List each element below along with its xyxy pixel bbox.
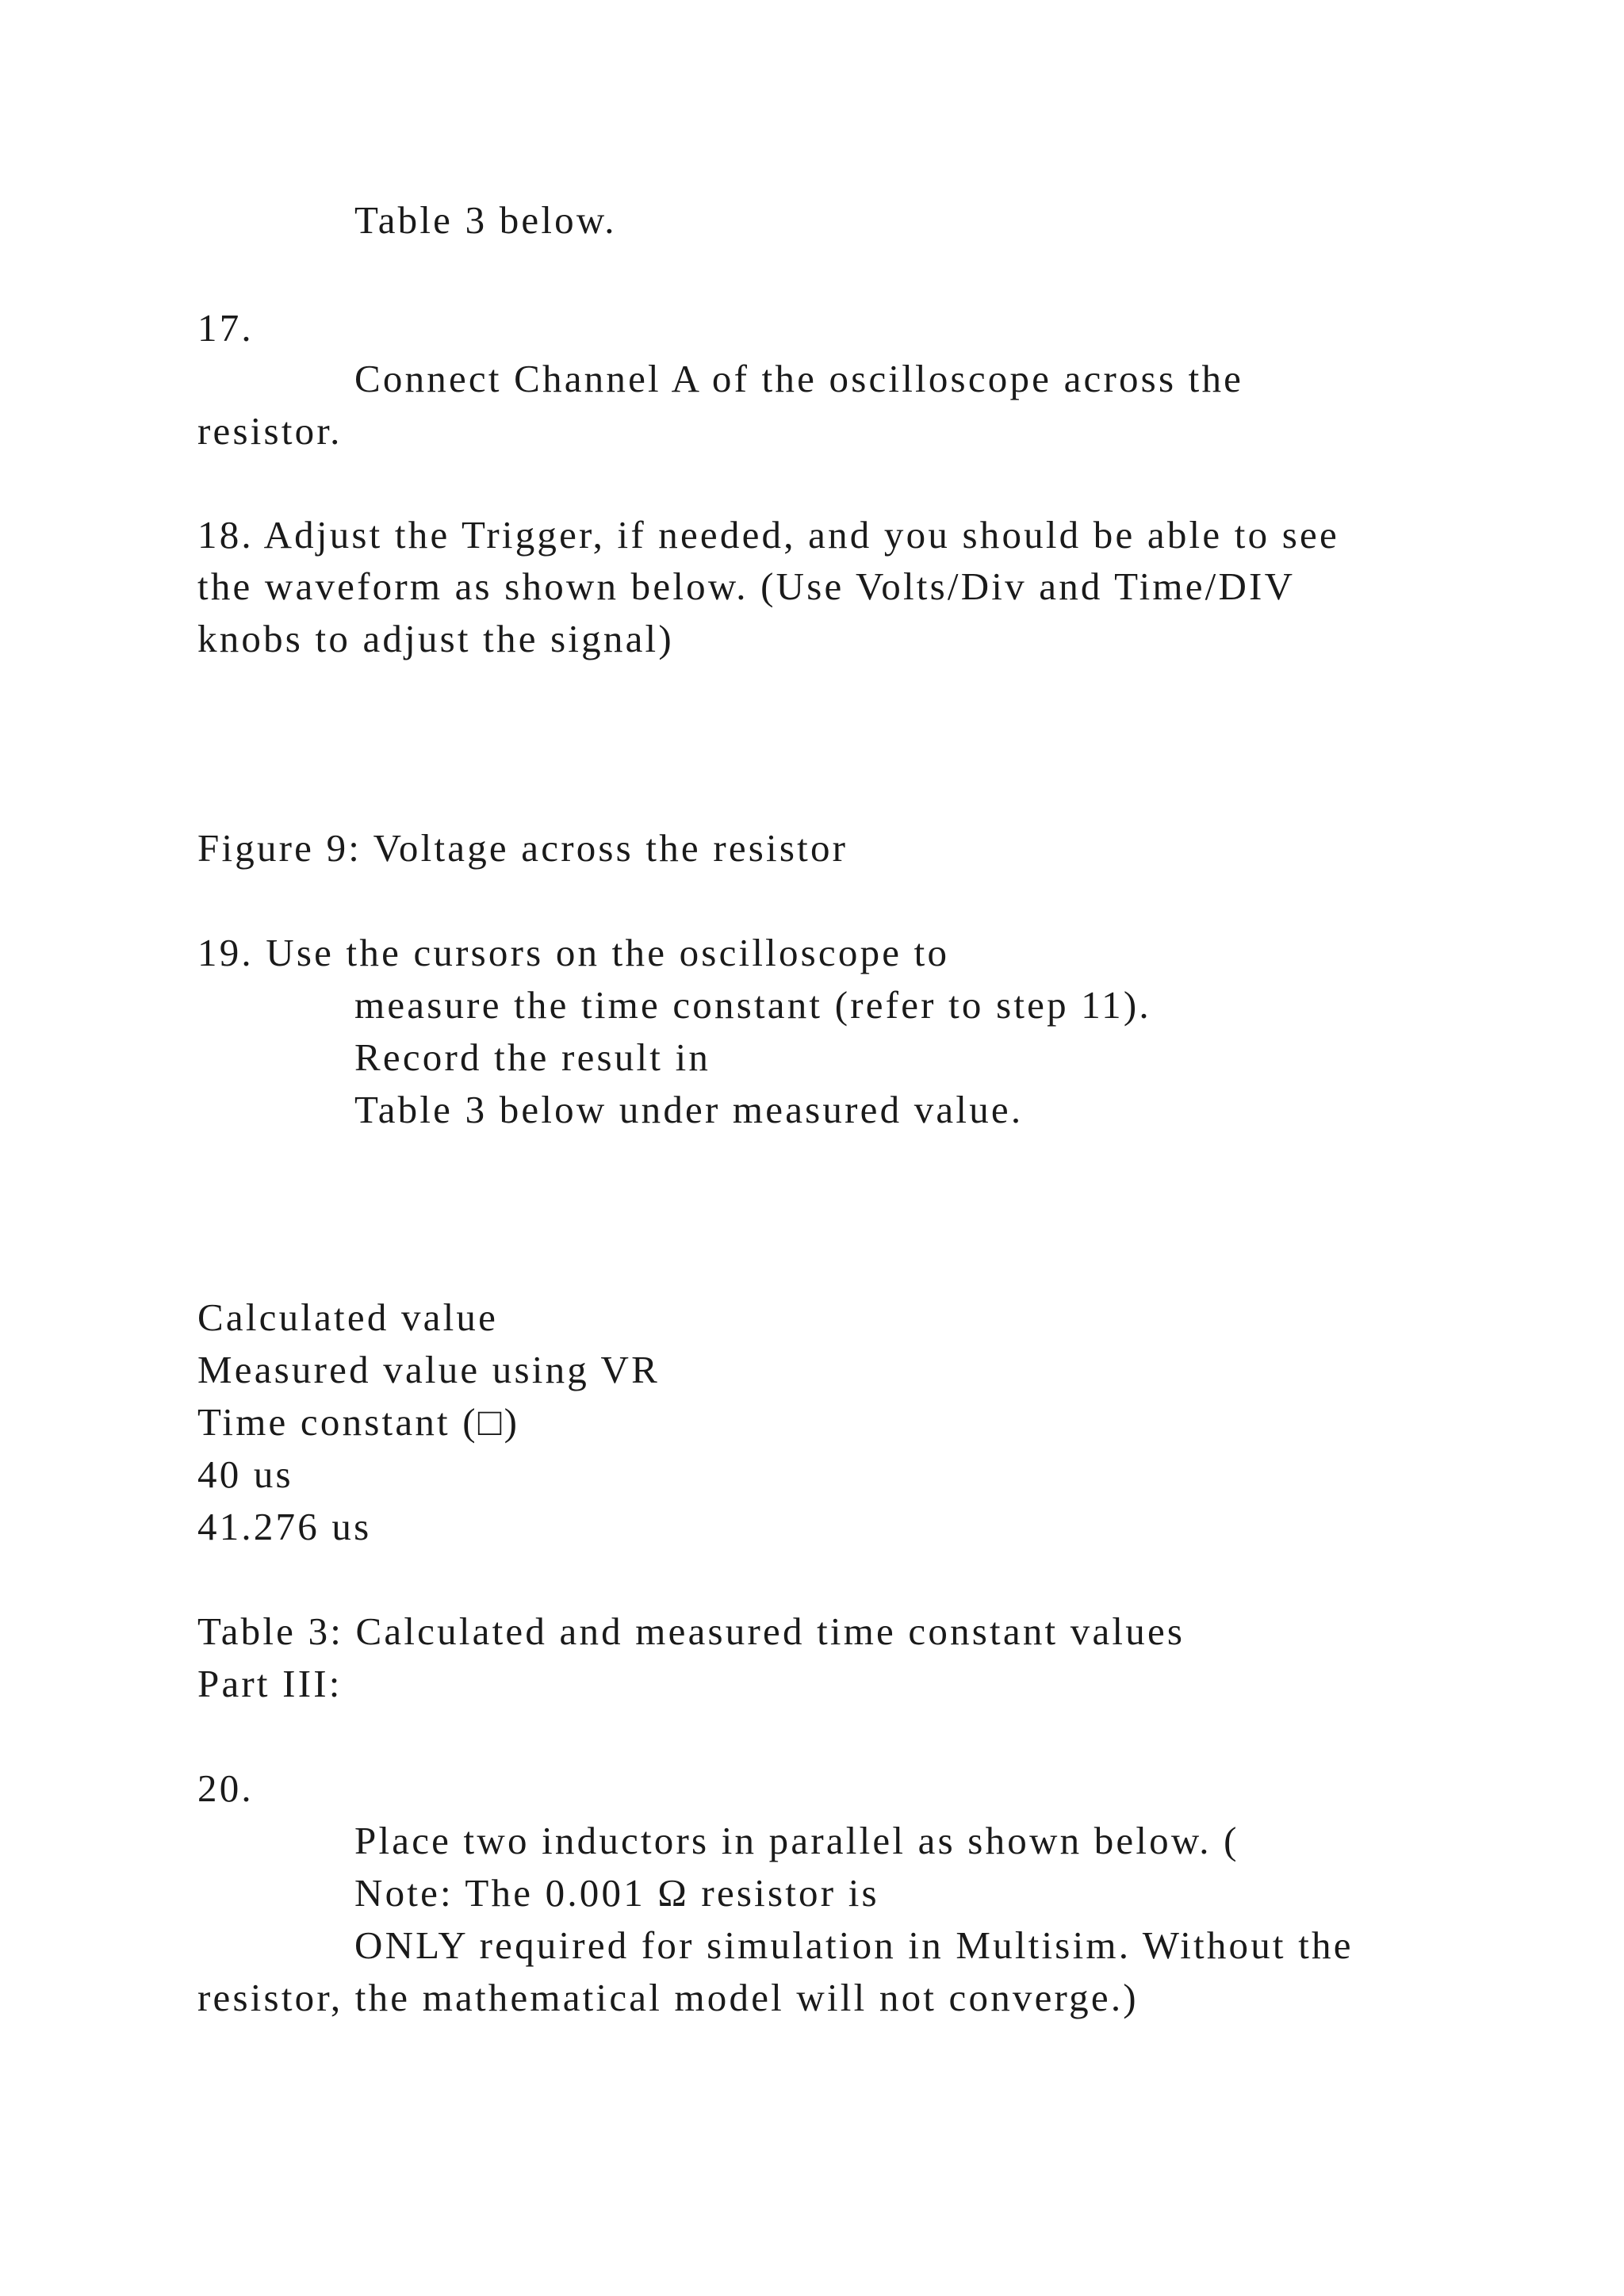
text-line: resistor. (197, 409, 343, 453)
text-line: resistor, the mathematical model will not converge.) (197, 1976, 1139, 2019)
text-line: 19. Use the cursors on the oscilloscope to (197, 931, 950, 974)
table-caption: Table 3: Calculated and measured time constant values (197, 1609, 1185, 1653)
text-line: measure the time constant (refer to step 11). (354, 983, 1151, 1027)
table-cell-measured: 41.276 us (197, 1505, 372, 1548)
figure-caption: Figure 9: Voltage across the resistor (197, 826, 848, 870)
text-line: Connect Channel A of the oscilloscope across the (354, 357, 1244, 400)
text-line: Table 3 below under measured value. (354, 1088, 1024, 1131)
text-line: ONLY required for simulation in Multisim. Without the (354, 1923, 1354, 1967)
step-number: 20. (197, 1766, 254, 1810)
text-line: Record the result in (354, 1035, 711, 1079)
table-cell-calculated: 40 us (197, 1452, 293, 1496)
text-line: 18. Adjust the Trigger, if needed, and you should be able to see (197, 513, 1339, 557)
section-heading: Part III: (197, 1662, 343, 1705)
table-header-measured: Measured value using VR (197, 1348, 661, 1391)
text-line: the waveform as shown below. (Use Volts/Div and Time/DIV (197, 564, 1296, 608)
table-row-label: Time constant (□) (197, 1400, 520, 1444)
step-number: 17. (197, 306, 254, 350)
text-line: Table 3 below. (354, 198, 617, 242)
table-header-calculated: Calculated value (197, 1295, 499, 1339)
text-line: Place two inductors in parallel as shown below. ( (354, 1819, 1239, 1862)
text-line: Note: The 0.001 Ω resistor is (354, 1871, 879, 1915)
text-line: knobs to adjust the signal) (197, 617, 674, 660)
